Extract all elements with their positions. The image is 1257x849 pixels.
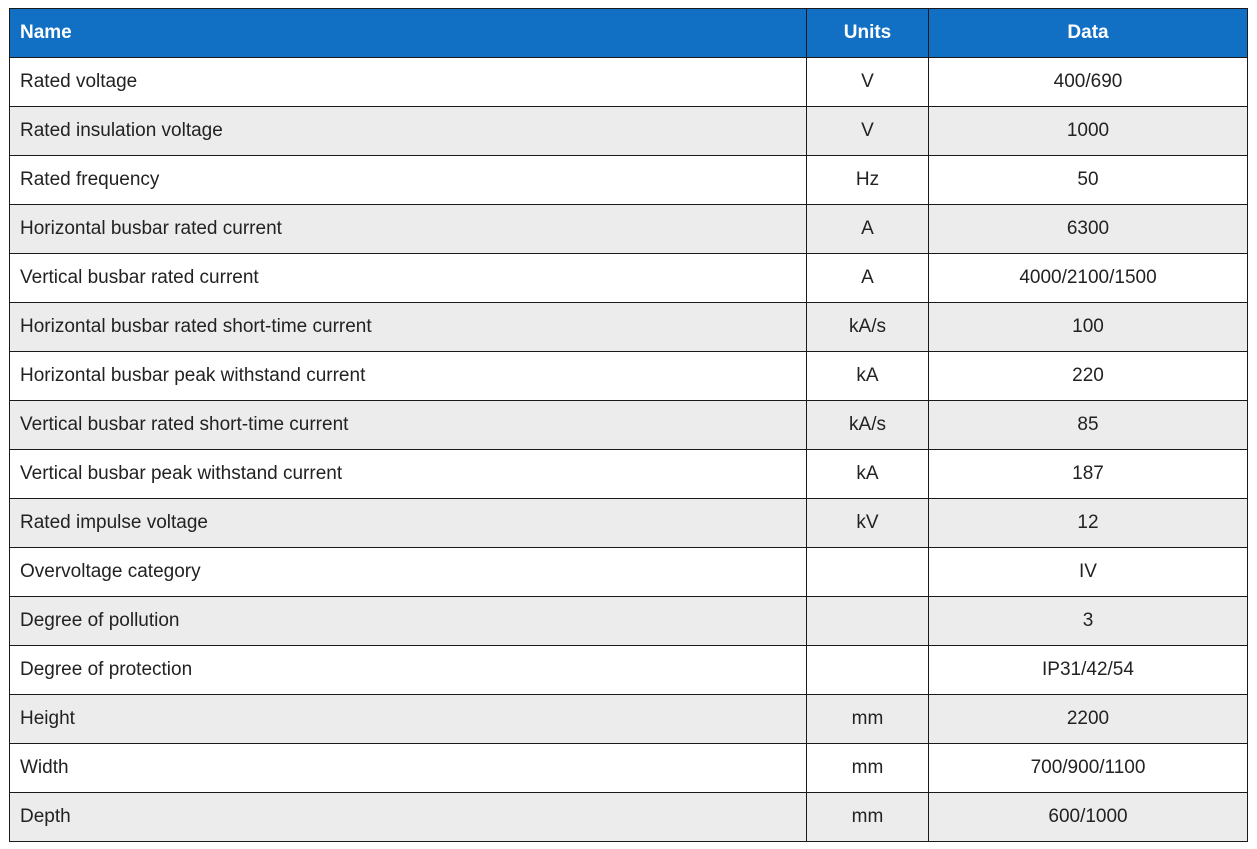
row-data-cell: 400/690: [929, 58, 1248, 107]
row-data-cell: 1000: [929, 107, 1248, 156]
table-row: [10, 793, 1248, 842]
row-data-cell: IV: [929, 548, 1248, 597]
table-row: [10, 597, 1248, 646]
row-data-cell: 4000/2100/1500: [929, 254, 1248, 303]
header-name: Name: [10, 9, 807, 58]
row-units-cell: kA/s: [807, 401, 929, 450]
row-name-cell: Horizontal busbar rated short-time current: [10, 303, 807, 352]
row-data-cell: 220: [929, 352, 1248, 401]
row-units-cell: mm: [807, 793, 929, 842]
row-name-cell: Rated frequency: [10, 156, 807, 205]
row-units-cell: [807, 548, 929, 597]
row-data-cell: 6300: [929, 205, 1248, 254]
table-row: [10, 352, 1248, 401]
row-data-cell: 50: [929, 156, 1248, 205]
row-units-cell: Hz: [807, 156, 929, 205]
table-row: [10, 548, 1248, 597]
row-units-cell: A: [807, 205, 929, 254]
row-units-cell: V: [807, 107, 929, 156]
table-row: [10, 695, 1248, 744]
table-body: [10, 58, 1248, 842]
row-data-cell: 600/1000: [929, 793, 1248, 842]
table-row: [10, 205, 1248, 254]
row-data-cell: 100: [929, 303, 1248, 352]
row-units-cell: [807, 597, 929, 646]
row-name-cell: Rated impulse voltage: [10, 499, 807, 548]
row-name-cell: Degree of pollution: [10, 597, 807, 646]
table-row: [10, 499, 1248, 548]
row-name-cell: Degree of protection: [10, 646, 807, 695]
header-row: [10, 9, 1248, 58]
row-units-cell: mm: [807, 695, 929, 744]
row-data-cell: 700/900/1100: [929, 744, 1248, 793]
row-name-cell: Horizontal busbar rated current: [10, 205, 807, 254]
row-data-cell: 187: [929, 450, 1248, 499]
row-data-cell: 2200: [929, 695, 1248, 744]
row-units-cell: kV: [807, 499, 929, 548]
row-data-cell: 12: [929, 499, 1248, 548]
row-name-cell: Overvoltage category: [10, 548, 807, 597]
row-name-cell: Depth: [10, 793, 807, 842]
row-units-cell: V: [807, 58, 929, 107]
row-name-cell: Rated voltage: [10, 58, 807, 107]
row-units-cell: kA: [807, 352, 929, 401]
row-units-cell: mm: [807, 744, 929, 793]
row-name-cell: Width: [10, 744, 807, 793]
table-row: [10, 156, 1248, 205]
table-row: [10, 401, 1248, 450]
row-units-cell: kA/s: [807, 303, 929, 352]
row-data-cell: IP31/42/54: [929, 646, 1248, 695]
row-units-cell: A: [807, 254, 929, 303]
table-row: [10, 107, 1248, 156]
row-units-cell: [807, 646, 929, 695]
row-name-cell: Vertical busbar rated short-time current: [10, 401, 807, 450]
row-data-cell: 85: [929, 401, 1248, 450]
table-row: [10, 744, 1248, 793]
row-data-cell: 3: [929, 597, 1248, 646]
row-name-cell: Horizontal busbar peak withstand current: [10, 352, 807, 401]
specifications-table: [9, 8, 1248, 842]
header-units: Units: [807, 9, 929, 58]
table-row: [10, 303, 1248, 352]
row-name-cell: Rated insulation voltage: [10, 107, 807, 156]
table-row: [10, 450, 1248, 499]
table-row: [10, 58, 1248, 107]
table-row: [10, 646, 1248, 695]
row-name-cell: Vertical busbar peak withstand current: [10, 450, 807, 499]
row-units-cell: kA: [807, 450, 929, 499]
header-data: Data: [929, 9, 1248, 58]
table-header: [10, 9, 1248, 58]
row-name-cell: Height: [10, 695, 807, 744]
row-name-cell: Vertical busbar rated current: [10, 254, 807, 303]
table-row: [10, 254, 1248, 303]
